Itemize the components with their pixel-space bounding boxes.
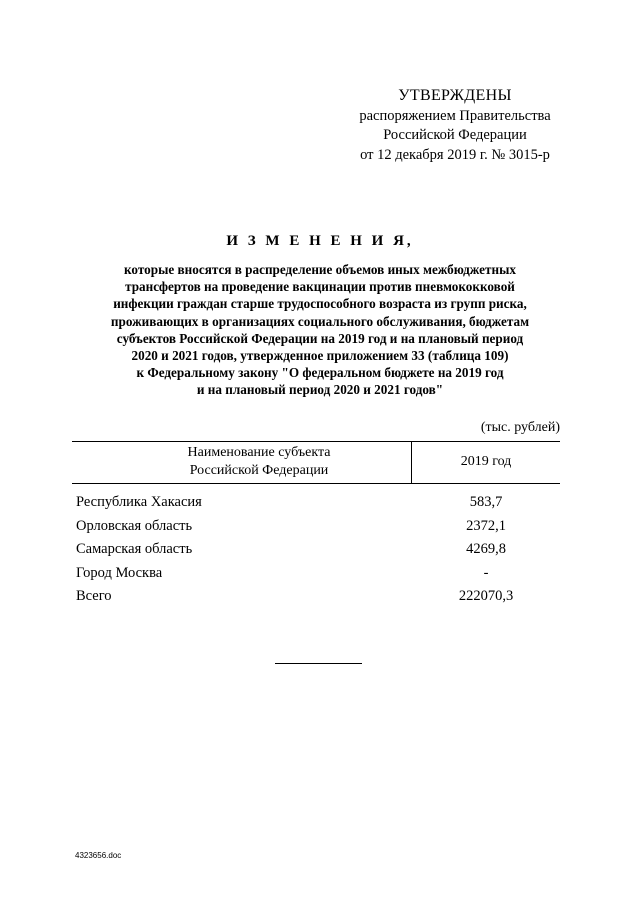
- table-row-total: [76, 588, 560, 612]
- approval-line-2: Российской Федерации: [383, 127, 527, 143]
- units-label: (тыс. рублей): [480, 420, 560, 435]
- header-name-line-2: Российской Федерации: [189, 462, 329, 478]
- table-row: [76, 494, 560, 518]
- row-value: 2372,1: [466, 517, 506, 534]
- approval-line-3: от 12 декабря 2019 г. № 3015-р: [360, 146, 550, 163]
- table-top-rule: [72, 441, 560, 442]
- approval-line-1: распоряжением Правительства: [359, 107, 551, 124]
- row-region-name: Республика Хакасия: [76, 494, 202, 510]
- approval-heading: УТВЕРЖДЕНЫ: [398, 87, 512, 104]
- subtitle-line: трансфертов на проведение вакцинации против пневмококковой: [125, 279, 515, 295]
- subtitle-line: которые вносятся в распределение объемов иных межбюджетных: [124, 262, 516, 277]
- document-id: 4323656.doc: [75, 851, 122, 860]
- closing-rule: [275, 663, 362, 664]
- subtitle-line: 2020 и 2021 годов, утвержденное приложением 33 (таблица 109): [131, 348, 509, 364]
- subtitle-line: проживающих в организациях социального обслуживания, бюджетам: [110, 313, 530, 329]
- table-body: [76, 494, 560, 612]
- row-value: -: [483, 564, 489, 581]
- table-header-rule: [72, 483, 560, 484]
- document-title: И З М Е Н Е Н И Я,: [226, 233, 414, 249]
- subtitle-line: к Федеральному закону "О федеральном бюджете на 2019 год: [136, 365, 504, 381]
- row-total-label: Всего: [76, 588, 112, 604]
- header-name-line-1: Наименование субъекта: [187, 445, 331, 460]
- table-row: [76, 518, 560, 542]
- table-header-name: [130, 444, 388, 479]
- table-row: [76, 541, 560, 565]
- row-total-value: 222070,3: [458, 588, 514, 604]
- row-value: 583,7: [469, 494, 503, 510]
- subtitle-line: субъектов Российской Федерации на 2019 год и на плановый период: [116, 330, 524, 346]
- subtitle-line: и на плановый период 2020 и 2021 годов": [196, 382, 444, 398]
- table-row: [76, 565, 560, 589]
- subtitle-line: инфекции граждан старше трудоспособного возраста из групп риска,: [113, 296, 527, 312]
- row-region-name: Город Москва: [76, 564, 163, 581]
- document-subtitle: [60, 261, 580, 399]
- approval-block: [340, 86, 570, 165]
- table-header-year: 2019 год: [460, 454, 512, 469]
- row-region-name: Орловская область: [76, 517, 193, 534]
- row-value: 4269,8: [466, 541, 506, 557]
- row-region-name: Самарская область: [76, 541, 193, 557]
